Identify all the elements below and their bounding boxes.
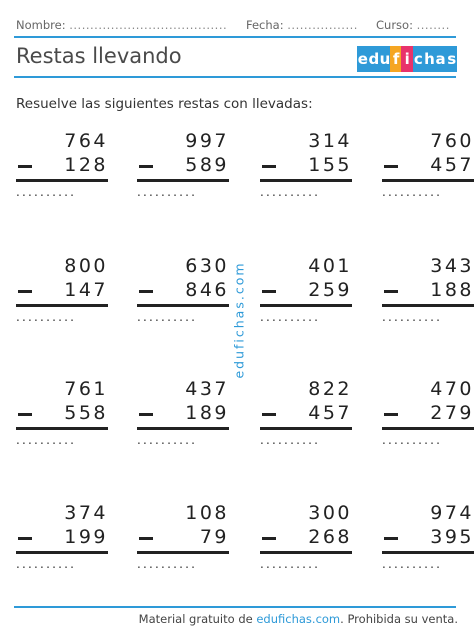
course-dots: ........ xyxy=(416,18,450,32)
minus-sign xyxy=(262,165,276,168)
minus-sign xyxy=(139,413,153,416)
subtrahend: 846 xyxy=(185,279,229,301)
subtrahend: 79 xyxy=(199,526,229,548)
minuend: 300 xyxy=(308,502,352,524)
edufichas-logo xyxy=(357,46,457,72)
answer-field[interactable]: .......... xyxy=(16,433,77,447)
subtrahend: 188 xyxy=(430,279,474,301)
date-field xyxy=(246,18,358,32)
subtrahend: 268 xyxy=(308,526,352,548)
course-field xyxy=(376,18,450,32)
logo-letter: d xyxy=(368,46,380,72)
minus-sign xyxy=(262,537,276,540)
result-line xyxy=(260,179,352,182)
answer-field[interactable]: .......... xyxy=(137,433,198,447)
subtraction-problem xyxy=(137,255,237,345)
minus-sign xyxy=(139,165,153,168)
subtraction-problem xyxy=(382,255,474,345)
logo-letter: s xyxy=(446,46,458,72)
minus-sign xyxy=(384,290,398,293)
subtrahend: 457 xyxy=(308,402,352,424)
result-line xyxy=(382,304,474,307)
answer-field[interactable]: .......... xyxy=(382,433,443,447)
minuend: 314 xyxy=(308,130,352,152)
minuend: 974 xyxy=(430,502,474,524)
name-dots: ...................................... xyxy=(69,18,228,32)
footer-site-link[interactable]: edufichas.com xyxy=(256,612,341,626)
minuend: 343 xyxy=(430,255,474,277)
subtraction-problem xyxy=(382,378,474,468)
answer-field[interactable]: .......... xyxy=(16,310,77,324)
subtrahend: 155 xyxy=(308,154,352,176)
subtraction-problem xyxy=(260,255,360,345)
result-line xyxy=(260,551,352,554)
logo-letter: u xyxy=(379,46,391,72)
subtraction-problem xyxy=(16,502,116,592)
result-line xyxy=(16,427,108,430)
minuend: 764 xyxy=(64,130,108,152)
minus-sign xyxy=(18,165,32,168)
footer-rule xyxy=(14,606,456,608)
result-line xyxy=(16,179,108,182)
instruction-text: Resuelve las siguientes restas con llevadas: xyxy=(16,96,313,112)
subtrahend: 279 xyxy=(430,402,474,424)
answer-field[interactable]: .......... xyxy=(137,185,198,199)
subtrahend: 147 xyxy=(64,279,108,301)
subtrahend: 395 xyxy=(430,526,474,548)
minus-sign xyxy=(262,290,276,293)
logo-letter: c xyxy=(413,46,425,72)
subtraction-problem xyxy=(382,130,474,220)
answer-field[interactable]: .......... xyxy=(137,557,198,571)
minus-sign xyxy=(18,413,32,416)
answer-field[interactable]: .......... xyxy=(137,310,198,324)
minuend: 822 xyxy=(308,378,352,400)
answer-field[interactable]: .......... xyxy=(260,433,321,447)
subtraction-problem xyxy=(137,130,237,220)
minus-sign xyxy=(18,537,32,540)
minus-sign xyxy=(384,413,398,416)
result-line xyxy=(137,179,229,182)
subtraction-problem xyxy=(260,378,360,468)
header-top-rule xyxy=(14,36,456,38)
minuend: 401 xyxy=(308,255,352,277)
subtraction-problem xyxy=(16,255,116,345)
answer-field[interactable]: .......... xyxy=(382,310,443,324)
subtraction-problem xyxy=(260,502,360,592)
name-label: Nombre: xyxy=(16,18,66,32)
footer-after: . Prohibida su venta. xyxy=(340,612,458,626)
logo-letter: f xyxy=(390,46,402,72)
answer-field[interactable]: .......... xyxy=(260,185,321,199)
subtrahend: 259 xyxy=(308,279,352,301)
result-line xyxy=(16,304,108,307)
subtrahend: 199 xyxy=(64,526,108,548)
minuend: 800 xyxy=(64,255,108,277)
answer-field[interactable]: .......... xyxy=(260,557,321,571)
logo-letter: e xyxy=(357,46,369,72)
subtraction-problem xyxy=(16,130,116,220)
date-dots: ................. xyxy=(287,18,358,32)
minus-sign xyxy=(18,290,32,293)
minus-sign xyxy=(139,537,153,540)
result-line xyxy=(137,304,229,307)
subtraction-problem xyxy=(382,502,474,592)
minus-sign xyxy=(262,413,276,416)
answer-field[interactable]: .......... xyxy=(16,557,77,571)
footer-text xyxy=(0,612,458,626)
result-line xyxy=(137,427,229,430)
subtraction-problem xyxy=(16,378,116,468)
name-field xyxy=(16,18,227,32)
subtrahend: 189 xyxy=(185,402,229,424)
header-bottom-rule xyxy=(14,76,456,78)
minus-sign xyxy=(384,165,398,168)
course-label: Curso: xyxy=(376,18,413,32)
result-line xyxy=(382,179,474,182)
answer-field[interactable]: .......... xyxy=(382,185,443,199)
result-line xyxy=(260,427,352,430)
minuend: 470 xyxy=(430,378,474,400)
subtrahend: 457 xyxy=(430,154,474,176)
minus-sign xyxy=(139,290,153,293)
page-title: Restas llevando xyxy=(16,44,182,68)
minuend: 630 xyxy=(185,255,229,277)
minuend: 997 xyxy=(185,130,229,152)
side-watermark: edufichas.com xyxy=(231,261,247,379)
minus-sign xyxy=(384,537,398,540)
logo-letter: i xyxy=(401,46,413,72)
result-line xyxy=(382,427,474,430)
answer-field[interactable]: .......... xyxy=(260,310,321,324)
date-label: Fecha: xyxy=(246,18,284,32)
minuend: 437 xyxy=(185,378,229,400)
answer-field[interactable]: .......... xyxy=(16,185,77,199)
subtrahend: 558 xyxy=(64,402,108,424)
subtraction-problem xyxy=(260,130,360,220)
subtraction-problem xyxy=(137,502,237,592)
minuend: 760 xyxy=(430,130,474,152)
answer-field[interactable]: .......... xyxy=(382,557,443,571)
result-line xyxy=(137,551,229,554)
subtraction-problem xyxy=(137,378,237,468)
result-line xyxy=(260,304,352,307)
minuend: 374 xyxy=(64,502,108,524)
subtrahend: 128 xyxy=(64,154,108,176)
result-line xyxy=(16,551,108,554)
footer-before: Material gratuito de xyxy=(138,612,257,626)
minuend: 761 xyxy=(64,378,108,400)
result-line xyxy=(382,551,474,554)
logo-letter: a xyxy=(435,46,447,72)
minuend: 108 xyxy=(185,502,229,524)
subtrahend: 589 xyxy=(185,154,229,176)
logo-letter: h xyxy=(424,46,436,72)
